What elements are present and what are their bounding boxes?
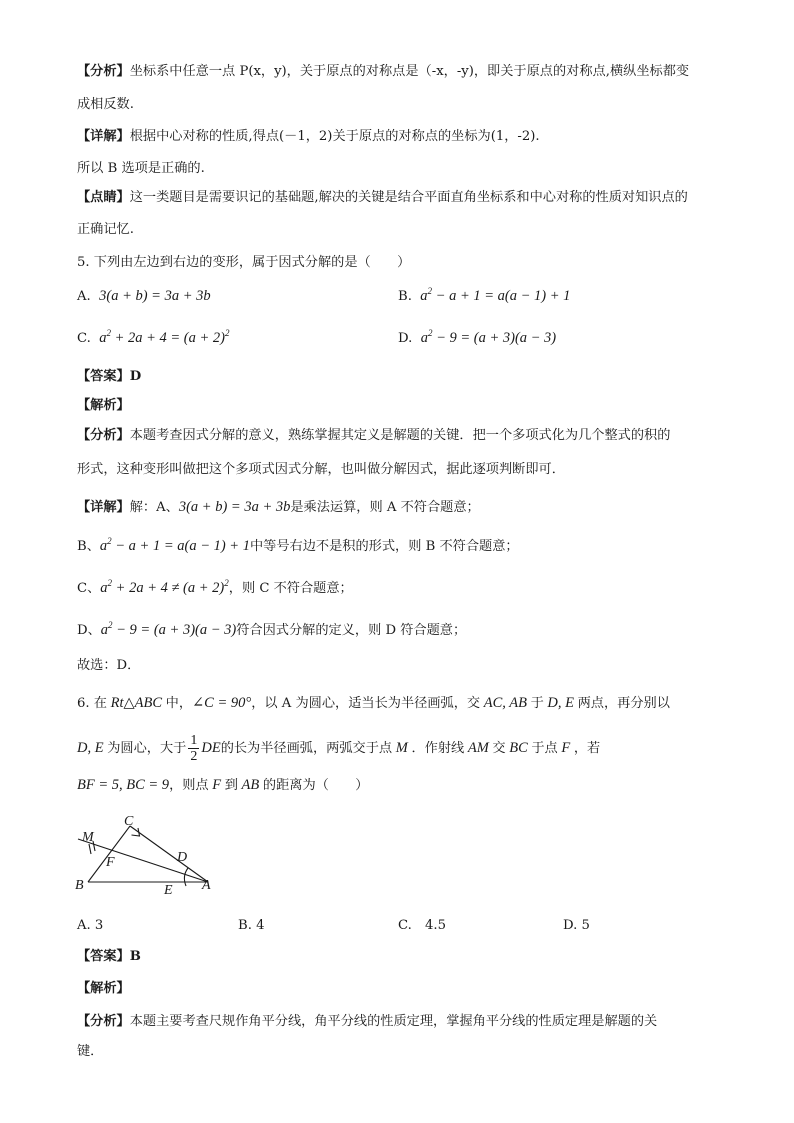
q6-option-b: B. 4 [238, 918, 265, 933]
q5-answer: 【答案】D [77, 369, 142, 384]
formula: F [208, 777, 225, 793]
q5-xiangjie-d: D、$a^2 - 9 = (a + 3)(a - 3)$符合因式分解的定义，则 D 符合题意； [77, 620, 467, 638]
formula: ∠C = 90° [192, 695, 252, 711]
arc-de [184, 868, 188, 886]
formula: Rt△ABC [106, 695, 166, 711]
q4-fenxi-line-1: 【分析】坐标系中任意一点 P(x，y)，关于原点的对称点是（-x，-y)，即关于原点的对称点,横纵坐标都变 [77, 64, 690, 79]
q5-stem: 5. 下列由左边到右边的变形，属于因式分解的是（ ） [77, 255, 411, 270]
q5-option-a: A. 3(a + b) = 3a + 3b [77, 288, 211, 304]
q6-jiexi: 【解析】 [77, 981, 130, 996]
q6-option-c: C. 4.5 [398, 918, 446, 933]
formula: BC [505, 740, 532, 756]
xiangjie-tag: 【详解】 [77, 129, 130, 144]
q6-stem-line-2: D, E 为圆心，大于 $\frac{1}{2}$ DE的长为半径画弧，两弧交于点 M ．作射线 AM 交 BC 于点 F ，若 [77, 733, 601, 764]
formula: BF = 5, BC = 9 [77, 777, 170, 793]
fenxi-tag: 【分析】 [77, 64, 130, 79]
q6-figure [74, 815, 224, 895]
q5-xiangjie-a: 【详解】解：A、3(a + b) = 3a + 3b是乘法运算，则 A 不符合题意； [77, 499, 480, 515]
q6-answer: 【答案】B [77, 949, 141, 964]
segment-ca [130, 826, 208, 882]
label-b: B [75, 878, 84, 893]
formula: 3(a + b) = 3a + 3b [178, 499, 291, 515]
q5-fenxi-line-1: 【分析】本题考查因式分解的意义，熟练掌握其定义是解题的关键．把一个多项式化为几个整式的积的 [77, 428, 671, 443]
arc-mark-lower [89, 844, 91, 854]
formula: D, E [543, 695, 578, 711]
q5-jiexi: 【解析】 [77, 398, 130, 413]
q4-fenxi-line-2: 成相反数. [77, 97, 134, 112]
q5-fenxi-line-2: 形式，这种变形叫做把这个多项式因式分解，也叫做分解因式，据此逐项判断即可． [77, 462, 565, 477]
q6-option-d: D. 5 [563, 918, 590, 933]
fraction-one-half: $\frac{1}{2}$ [190, 733, 198, 764]
q4-dianjing-line-1: 【点睛】这一类题目是需要识记的基础题,解决的关键是结合平面直角坐标系和中心对称的性质对知识点的 [77, 190, 688, 205]
dianjing-tag: 【点睛】 [77, 190, 130, 205]
formula: AM [464, 740, 493, 756]
formula: M [392, 740, 412, 756]
q5-option-c: C. $a^2 + 2a + 4 = (a + 2)^2$ [77, 328, 230, 346]
formula: 3(a + b) = 3a + 3b [99, 288, 211, 304]
right-angle-mark [132, 828, 140, 836]
formula: D, E [77, 740, 108, 756]
xiangjie-tag: 【详解】 [77, 500, 130, 515]
formula: $a^2 + 2a + 4 \ne (a + 2)^2$ [100, 578, 229, 596]
q6-stem-line-1: 6. 在 Rt△ABC 中，∠C = 90°，以 A 为圆心，适当长为半径画弧，交 AC, AB 于 D, E 两点，再分别以 [77, 695, 670, 711]
label-a: A [202, 878, 211, 893]
formula: AB [237, 777, 263, 793]
formula: $a^2 - a + 1 = a(a - 1) + 1$ [420, 286, 571, 304]
label-f: F [106, 855, 115, 870]
q6-stem-line-3: BF = 5, BC = 9，则点 F 到 AB 的距离为（ ） [77, 777, 369, 793]
q6-fenxi-line-1: 【分析】本题主要考查尺规作角平分线，角平分线的性质定理，掌握角平分线的性质定理是解题的关 [77, 1014, 658, 1029]
q4-dianjing-line-2: 正确记忆. [77, 222, 134, 237]
formula: $a^2 - 9 = (a + 3)(a - 3)$ [100, 620, 237, 638]
formula: $a^2 - a + 1 = a(a - 1) + 1$ [99, 536, 250, 554]
formula: $a^2 - 9 = (a + 3)(a - 3)$ [420, 328, 557, 346]
q5-xiangjie-c: C、$a^2 + 2a + 4 \ne (a + 2)^2$，则 C 不符合题意； [77, 578, 353, 596]
label-d: D [177, 850, 188, 865]
formula: DE [201, 740, 221, 756]
fenxi-tag: 【分析】 [77, 428, 130, 443]
q6-option-a: A. 3 [77, 918, 104, 933]
fenxi-tag: 【分析】 [77, 1014, 130, 1029]
q4-xiangjie: 【详解】根据中心对称的性质,得点(－1，2)关于原点的对称点的坐标为(1，-2). [77, 129, 540, 144]
label-c: C [124, 815, 134, 829]
formula: AC, AB [480, 695, 531, 711]
formula: F [557, 740, 574, 756]
q5-choose: 故选：D． [77, 658, 141, 673]
q5-option-b: B. $a^2 - a + 1 = a(a - 1) + 1$ [398, 286, 571, 304]
q6-fenxi-line-2: 键． [77, 1044, 104, 1059]
label-e: E [164, 883, 173, 895]
ray-am [78, 839, 208, 882]
q5-xiangjie-b: B、$a^2 - a + 1 = a(a - 1) + 1$中等号右边不是积的形式，则 B 不符合题意； [77, 536, 519, 554]
q4-conclusion: 所以 B 选项是正确的. [77, 161, 205, 176]
label-m: M [82, 830, 94, 845]
formula: $a^2 + 2a + 4 = (a + 2)^2$ [99, 328, 230, 346]
q5-option-d: D. $a^2 - 9 = (a + 3)(a - 3)$ [398, 328, 557, 346]
